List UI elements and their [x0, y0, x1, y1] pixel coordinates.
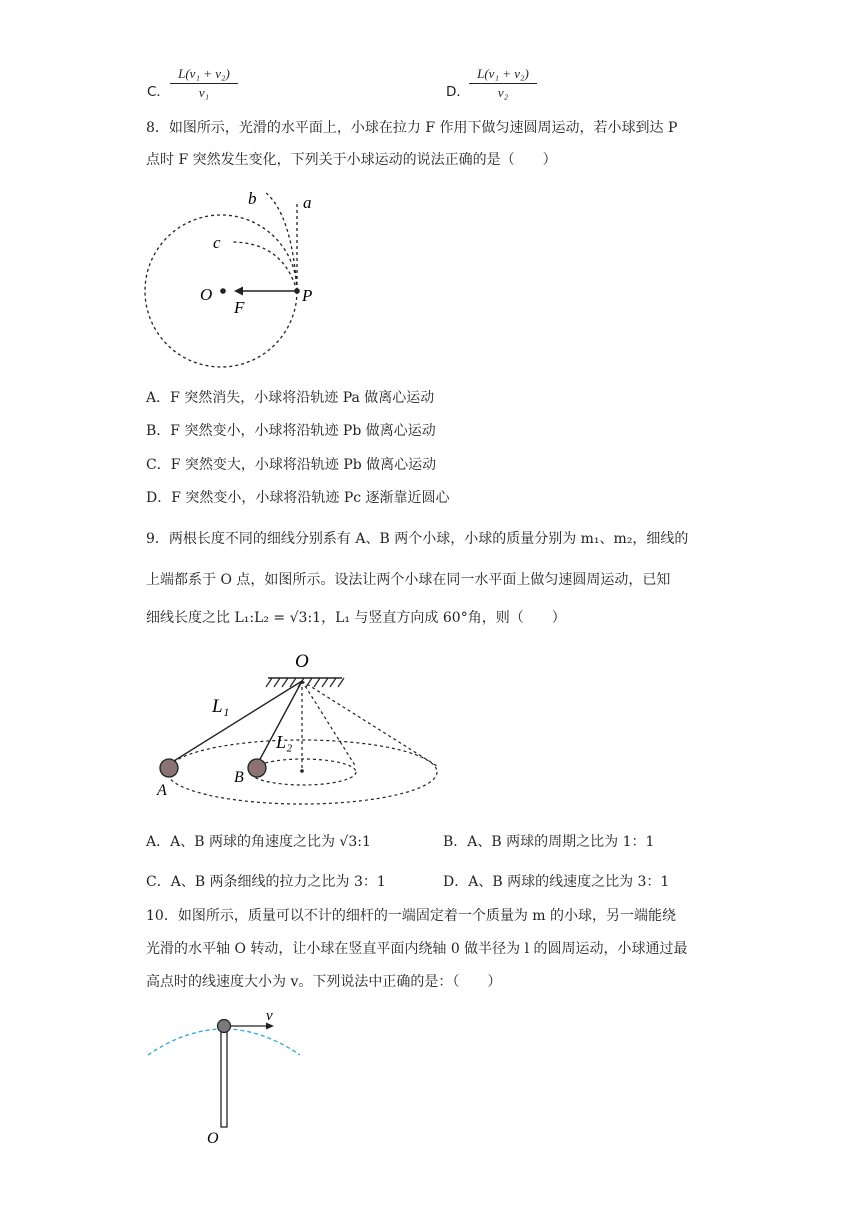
q9-option-c: C．A、B 两条细线的拉力之比为 3：1: [146, 874, 386, 890]
q10-stem-line-1: 10．如图所示，质量可以不计的细杆的一端固定着一个质量为 m 的小球，另一端能绕: [146, 908, 676, 924]
option-d-label: D．: [446, 84, 470, 100]
ball-a: [160, 759, 178, 777]
q8-option-a: A．F 突然消失，小球将沿轨迹 Pa 做离心运动: [146, 390, 435, 406]
q8-option-d: D．F 突然变小，小球将沿轨迹 Pc 逐渐靠近圆心: [146, 490, 450, 506]
q8-circle-figure: [140, 180, 340, 370]
cone-edge-outer: [302, 681, 437, 766]
force-arrowhead: [234, 287, 243, 296]
label-p: P: [302, 286, 313, 305]
q9-option-d: D．A、B 两球的线速度之比为 3：1: [443, 874, 670, 890]
option-c-numerator: L(v₁ + v₂): [170, 66, 238, 84]
label-f: F: [234, 298, 245, 317]
label-c: c: [213, 233, 221, 252]
q9-option-b: B．A、B 两球的周期之比为 1：1: [443, 834, 655, 850]
option-d-fraction: [469, 66, 537, 101]
label-b: b: [248, 189, 257, 208]
q8-stem-line-1: 8．如图所示，光滑的水平面上，小球在拉力 F 作用下做匀速圆周运动，若小球到达 P: [146, 120, 678, 136]
label-a: a: [303, 193, 312, 212]
option-c-label: C．: [147, 84, 170, 100]
q9-conical-pendulum-figure: [150, 645, 450, 815]
label-l2: L₂: [276, 732, 293, 752]
label-l1: L₁: [212, 696, 230, 717]
path-pc: [231, 242, 297, 291]
ball: [218, 1020, 231, 1033]
q10-rod-figure: [140, 1005, 320, 1155]
q8-option-b: B．F 突然变小，小球将沿轨迹 Pb 做离心运动: [146, 423, 436, 439]
q8-stem-line-2: 点时 F 突然发生变化，下列关于小球运动的说法正确的是（ ）: [146, 152, 557, 168]
label-a: A: [157, 782, 167, 799]
q9-stem-line-3: 细线长度之比 L₁:L₂ = √3:1，L₁ 与竖直方向成 60°角，则（ ）: [146, 610, 566, 626]
label-o: O: [200, 285, 213, 304]
label-o: O: [295, 651, 309, 672]
cone-edge-inner: [302, 681, 356, 767]
rod: [221, 1031, 227, 1127]
q10-stem-line-2: 光滑的水平轴 O 转动，让小球在竖直平面内绕轴 0 做半径为 l 的圆周运动，小球通过最: [146, 941, 688, 957]
option-d-denominator: v₂: [497, 85, 509, 100]
label-o: O: [207, 1130, 219, 1147]
center-dot: [300, 769, 304, 773]
q10-stem-line-3: 高点时的线速度大小为 v。下列说法中正确的是：（ ）: [146, 974, 502, 990]
q9-option-a: A．A、B 两球的角速度之比为 √3:1: [146, 834, 371, 850]
ceiling-hatch: [266, 678, 344, 687]
option-c-fraction: [170, 66, 238, 101]
q9-stem-line-1: 9．两根长度不同的细线分别系有 A、B 两个小球，小球的质量分别为 m₁、m₂，细线的: [146, 531, 689, 547]
center-o-dot: [220, 288, 226, 294]
ball-b: [248, 759, 266, 777]
option-d-numerator: L(v₁ + v₂): [469, 66, 537, 84]
path-pb: [265, 192, 297, 291]
option-c-denominator: v₁: [198, 85, 210, 100]
q8-option-c: C．F 突然变大，小球将沿轨迹 Pb 做离心运动: [146, 457, 437, 473]
label-v: v: [266, 1008, 273, 1024]
q9-stem-line-2: 上端都系于 O 点，如图所示。设法让两个小球在同一水平面上做匀速圆周运动，已知: [146, 572, 671, 588]
point-p: [294, 288, 300, 294]
label-b: B: [234, 769, 244, 786]
